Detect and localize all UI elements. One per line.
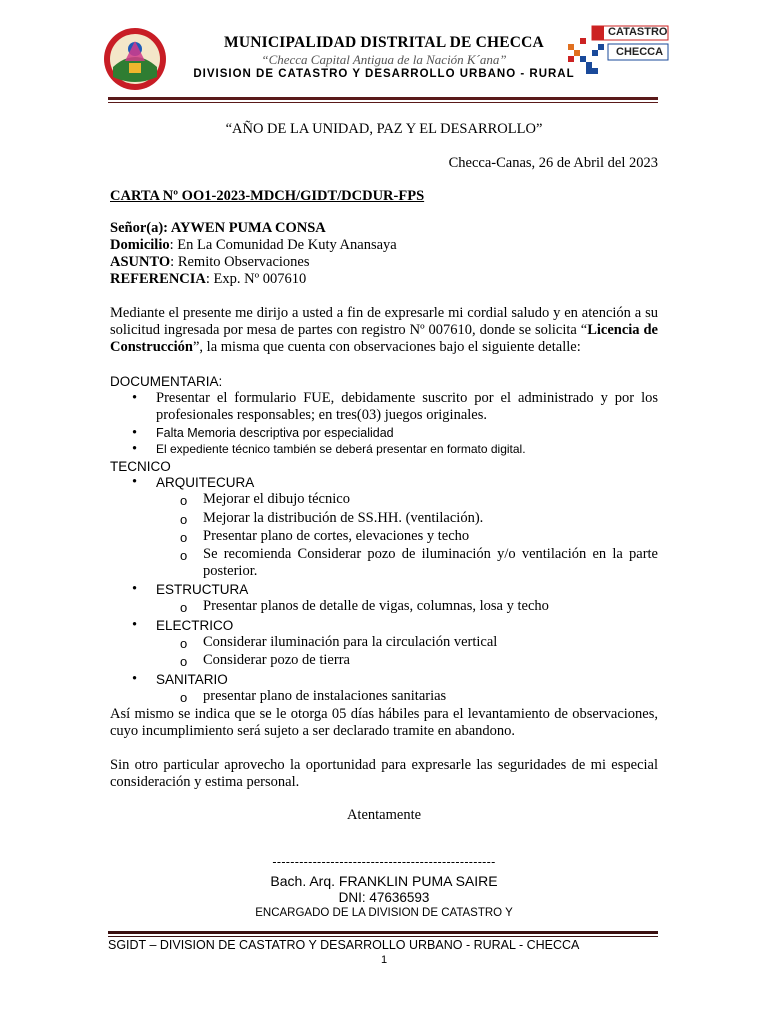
signer-dni: DNI: 47636593 [338, 890, 430, 905]
catastro-logo-text-1: CATASTRO [608, 26, 668, 38]
intro-text-2: ”, la misma que cuenta con observaciones bajo el siguiente detalle: [192, 339, 581, 355]
addressee-name: AYWEN PUMA CONSA [170, 220, 326, 236]
ele-item-1: Considerar iluminación para la circulación vertical [203, 634, 498, 650]
doc-item-3: El expediente técnico también se deberá presentar en formato digital. [156, 442, 526, 456]
arq-item-3: Presentar plano de cortes, elevaciones y techo [203, 528, 470, 544]
doc-bullet-1: • [132, 390, 138, 406]
doc-bullet-2: • [132, 425, 138, 441]
doc-item-2: Falta Memoria descriptiva por especialidad [156, 426, 394, 440]
arq-bullet: • [132, 474, 138, 490]
header-rule-thin [108, 102, 658, 103]
footer-rule [108, 931, 658, 934]
san-item-1: presentar plano de instalaciones sanitarias [203, 688, 447, 704]
sanitario-title: SANITARIO [156, 672, 228, 687]
domicilio-label: Domicilio [110, 237, 170, 253]
header-rule [108, 97, 658, 100]
domicilio-line [110, 237, 397, 254]
tecnico-title: TECNICO [110, 459, 171, 474]
addressee-line [110, 220, 326, 237]
ele-circle-1: o [180, 636, 188, 651]
documentaria-title: DOCUMENTARIA: [110, 374, 223, 389]
san-circle-1: o [180, 690, 188, 705]
asunto-label: ASUNTO [110, 254, 171, 270]
est-circle-1: o [180, 600, 188, 615]
letter-date: Checca-Canas, 26 de Abril del 2023 [448, 155, 658, 171]
referencia-label: REFERENCIA [110, 271, 206, 287]
catastro-logo [566, 24, 670, 80]
atentamente: Atentamente [346, 807, 422, 823]
arquitectura-title: ARQUITECURA [156, 475, 255, 490]
estructura-title: ESTRUCTURA [156, 582, 249, 597]
arq-item-4: Se recomienda Considerar pozo de iluminación y/o ventilación en la parte posterior. [203, 546, 658, 579]
addressee-label: Señor(a): [110, 220, 171, 236]
signer-name: Bach. Arq. FRANKLIN PUMA SAIRE [270, 873, 498, 889]
doc-item-1: Presentar el formulario FUE, debidamente suscrito por el administrado y por los profesionales responsables; en tres(03) juegos originales. [156, 390, 658, 423]
ele-bullet: • [132, 617, 138, 633]
footer-text: SGIDT – DIVISION DE CASTATRO Y DESARROLLO URBANO - RURAL - CHECCA [108, 938, 580, 952]
footer-rule-thin [108, 936, 658, 937]
domicilio-value: : En La Comunidad De Kuty Anansaya [169, 237, 397, 253]
intro-bold: Licencia de Construcción [110, 322, 658, 355]
doc-bullet-3: • [132, 441, 138, 457]
asunto-value: : Remito Observaciones [170, 254, 310, 270]
electrico-title: ELECTRICO [156, 618, 234, 633]
referencia-line [110, 271, 306, 288]
ele-circle-2: o [180, 654, 188, 669]
est-bullet: • [132, 581, 138, 597]
est-item-1: Presentar planos de detalle de vigas, columnas, losa y techo [203, 598, 549, 614]
division-title: DIVISION DE CATASTRO Y DESARROLLO URBANO - RURAL [193, 68, 575, 80]
arq-item-1: Mejorar el dibujo técnico [203, 491, 350, 507]
asunto-line [110, 254, 310, 271]
ele-item-2: Considerar pozo de tierra [203, 652, 350, 668]
intro-paragraph [110, 305, 658, 356]
arq-item-2: Mejorar la distribución de SS.HH. (ventilación). [203, 510, 484, 526]
arq-circle-4: o [180, 548, 188, 563]
arq-circle-3: o [180, 530, 188, 545]
closing-paragraph: Sin otro particular aprovecho la oportunidad para expresarle las seguridades de mi especial consideración y estima personal. [110, 757, 658, 790]
municipality-title: MUNICIPALIDAD DISTRITAL DE CHECCA [224, 34, 544, 51]
arq-circle-2: o [180, 512, 188, 527]
arq-circle-1: o [180, 493, 188, 508]
deadline-paragraph: Así mismo se indica que se le otorga 05 días hábiles para el levantamiento de observaciones, cuyo incumplimiento será sujeto a ser declarado tramite en abandono. [110, 706, 658, 739]
page-number: 1 [380, 954, 388, 966]
signature-line: -------------------------------------------------- [272, 855, 496, 869]
year-motto: “AÑO DE LA UNIDAD, PAZ Y EL DESARROLLO” [225, 121, 543, 137]
catastro-logo-text-2: CHECCA [616, 46, 664, 58]
letter-number: CARTA Nº OO1-2023-MDCH/GIDT/DCDUR-FPS [110, 188, 425, 204]
referencia-value: : Exp. Nº 007610 [205, 271, 307, 287]
san-bullet: • [132, 671, 138, 687]
municipality-motto: “Checca Capital Antigua de la Nación K´ana” [261, 52, 507, 67]
intro-text-1: Mediante el presente me dirijo a usted a fin de expresarle mi cordial saludo y en atención a su solicitud ingresada por mesa de partes con registro Nº 007610, donde se solicita “ [110, 305, 658, 338]
signer-role: ENCARGADO DE LA DIVISION DE CATASTRO Y [255, 907, 513, 919]
